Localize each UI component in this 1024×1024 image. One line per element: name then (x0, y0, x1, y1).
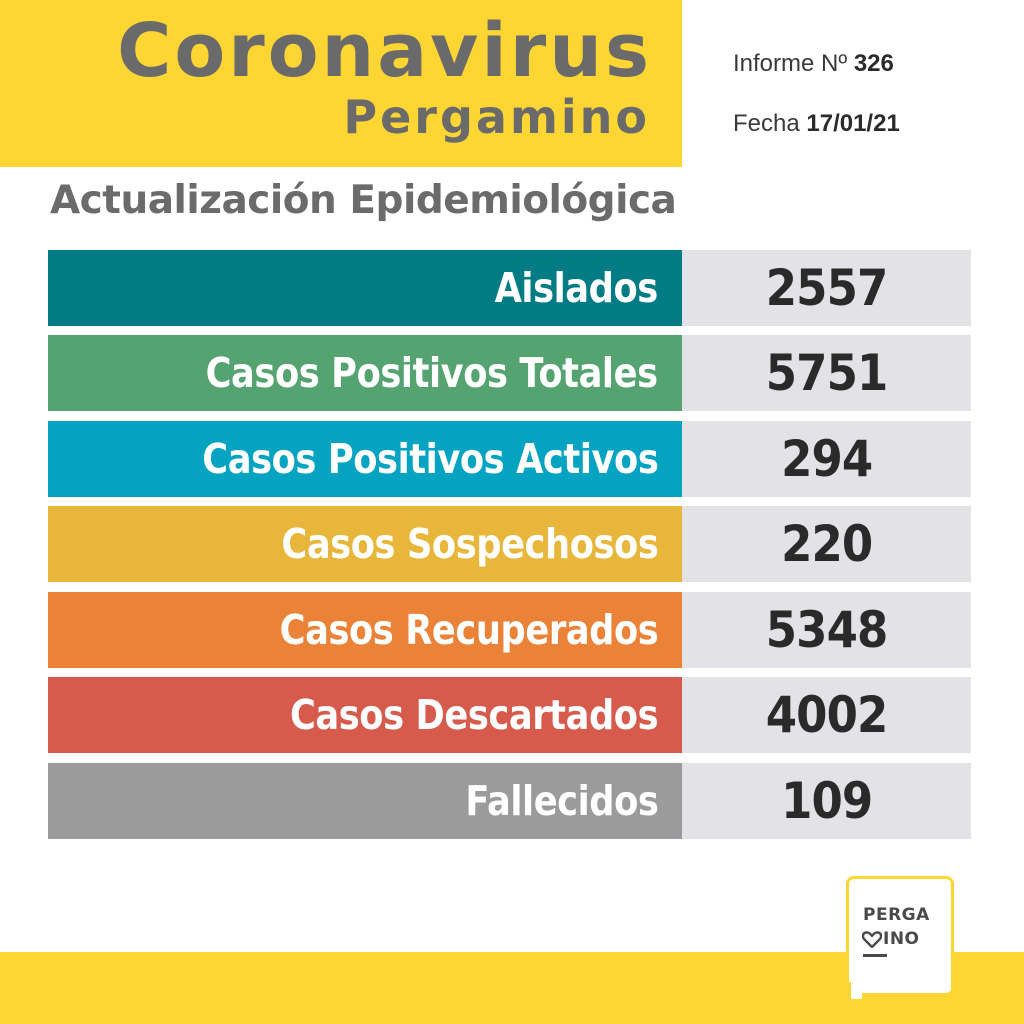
stat-label: Casos Positivos Activos (48, 421, 682, 497)
stat-value: 220 (682, 506, 971, 582)
report-number: 326 (853, 50, 894, 77)
stat-label: Casos Descartados (48, 677, 682, 753)
stat-value: 5751 (682, 335, 971, 411)
stat-label: Casos Positivos Totales (48, 335, 682, 411)
stat-value: 294 (682, 421, 971, 497)
logo-text-line2: INO (883, 929, 920, 949)
stat-row-fallecidos (48, 763, 971, 839)
logo-underline (863, 954, 887, 957)
date-label: Fecha (733, 110, 800, 137)
stat-value: 2557 (682, 250, 971, 326)
stat-row-sospechosos (48, 506, 971, 582)
stat-value: 5348 (682, 592, 971, 668)
heart-m-icon (862, 931, 882, 948)
stat-label: Casos Sospechosos (48, 506, 682, 582)
stat-value: 109 (682, 763, 971, 839)
logo-text-line1: PERGA (863, 905, 930, 925)
stat-row-positivos-totales (48, 335, 971, 411)
stat-row-recuperados (48, 592, 971, 668)
stat-row-descartados (48, 677, 971, 753)
page-subtitle: Pergamino (343, 90, 650, 144)
logo-tail (848, 982, 862, 1002)
report-label: Informe Nº (733, 50, 848, 77)
page-title: Coronavirus (117, 8, 652, 94)
stat-value: 4002 (682, 677, 971, 753)
stat-row-positivos-activos (48, 421, 971, 497)
section-title: Actualización Epidemiológica (50, 178, 677, 223)
stat-label: Fallecidos (48, 763, 682, 839)
stat-label: Casos Recuperados (48, 592, 682, 668)
stat-row-aislados (48, 250, 971, 326)
pergamino-logo (846, 876, 954, 996)
date-value: 17/01/21 (806, 110, 900, 137)
report-number-line (733, 52, 894, 76)
report-date-line (733, 112, 900, 136)
stat-label: Aislados (48, 250, 682, 326)
